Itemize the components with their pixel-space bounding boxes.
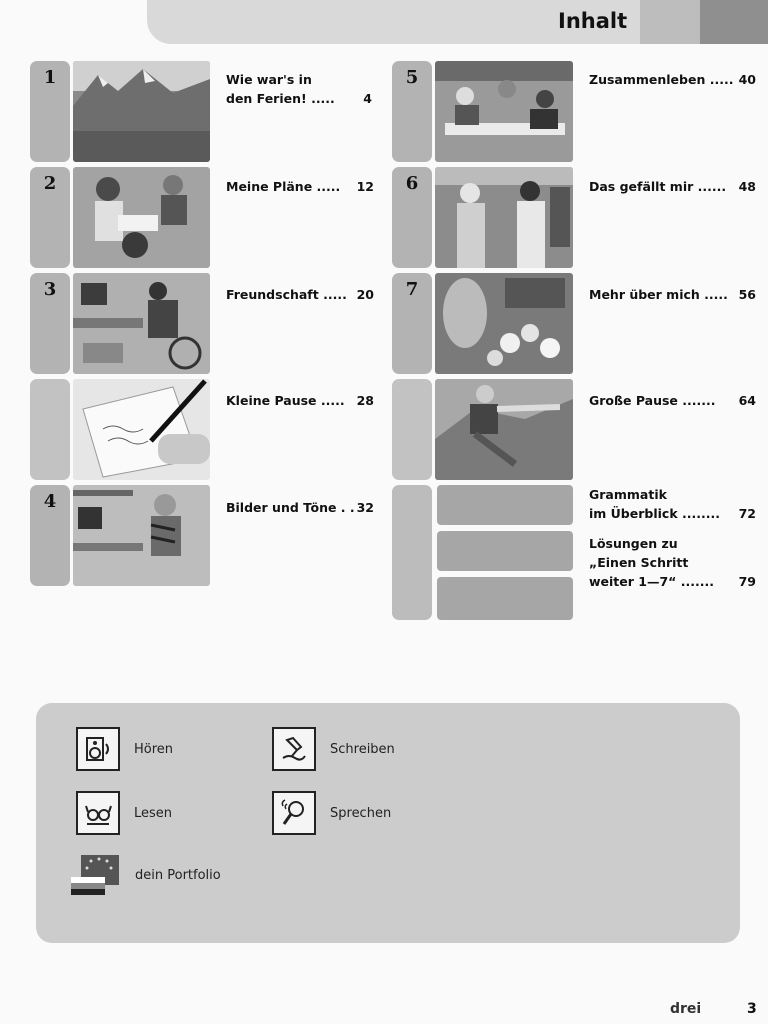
photo-climber [435,379,573,480]
pause-tab-2 [392,379,432,480]
legend-label: Sprechen [330,805,392,821]
legend-item-portfolio [71,853,221,897]
entry-title-line1: Kleine Pause ..... [226,393,345,408]
photo-family-table [435,61,573,162]
entry-page: 32 [356,500,374,515]
toc-entry-2[interactable] [226,177,374,196]
unit-number: 2 [43,173,57,194]
page-title: Inhalt [558,9,628,33]
entry-title-line1: Bilder und Töne . . [226,500,355,515]
entry-title-line1: Meine Pläne ..... [226,179,341,194]
entry-title-line1: Große Pause ....... [589,393,716,408]
photo-students-planning [73,167,210,268]
unit-tab-7 [392,273,432,374]
entry-title-line1: Wie war's in [226,72,312,87]
unit-tab-4 [30,485,70,586]
toc-entry-3[interactable] [226,285,374,304]
entry-title-line1: Grammatik [589,487,667,502]
legend-item-sprechen [272,791,391,835]
toc-entry-1[interactable] [226,70,372,108]
photo-girl-with-flowers [435,273,573,374]
appendix-block-2 [437,531,573,571]
toc-entry-4[interactable] [226,498,374,517]
unit-number: 5 [405,67,419,88]
toc-entry-grammatik[interactable] [589,485,756,523]
unit-tab-3 [30,273,70,374]
entry-title-line3: weiter 1—7“ ....... [589,574,714,589]
footer-page-word: drei [670,1001,702,1017]
unit-tab-6 [392,167,432,268]
entry-page: 28 [356,393,374,408]
entry-page: 12 [356,179,374,194]
toc-entry-6[interactable] [589,177,756,196]
entry-page: 4 [363,91,372,106]
header-accent-dark [700,0,768,44]
unit-number: 7 [405,279,419,300]
speaker-icon [76,727,120,771]
photo-friends-computer [73,273,210,374]
eu-flag-icon [71,853,121,897]
entry-title-line1: Lösungen zu [589,536,678,551]
entry-title-line1: Mehr über mich ..... [589,287,728,302]
entry-page: 72 [738,506,756,521]
legend-item-lesen [76,791,172,835]
toc-entry-pause-1[interactable] [226,391,374,410]
reading-glasses-icon [76,791,120,835]
toc-entry-5[interactable] [589,70,756,89]
unit-tab-5 [392,61,432,162]
appendix-tab [392,485,432,620]
entry-title-line1: Das gefällt mir ...... [589,179,727,194]
legend-item-hoeren [76,727,173,771]
toc-entry-loesungen[interactable] [589,534,756,591]
legend-label: Hören [134,741,174,757]
header-bar [147,0,768,44]
footer-page-number: 3 [747,1001,757,1017]
entry-page: 20 [356,287,374,302]
toc-entry-pause-2[interactable] [589,391,756,410]
appendix-block-3 [437,577,573,620]
entry-page: 48 [738,179,756,194]
unit-number: 6 [405,173,419,194]
unit-number: 1 [43,67,57,88]
entry-title-line2: den Ferien! ..... [226,91,335,106]
pause-tab-1 [30,379,70,480]
entry-title-line2: „Einen Schritt [589,555,689,570]
legend-label: Schreiben [330,741,395,757]
entry-page: 64 [738,393,756,408]
writing-hand-icon [272,727,316,771]
entry-title-line1: Freundschaft ..... [226,287,347,302]
photo-mountains [73,61,210,162]
photo-clothes-shopping [435,167,573,268]
unit-number: 3 [43,279,57,300]
toc-entry-7[interactable] [589,285,756,304]
legend-box [36,703,740,943]
unit-tab-1 [30,61,70,162]
unit-tab-2 [30,167,70,268]
photo-writing-hand [73,379,210,480]
unit-number: 4 [43,491,57,512]
entry-page: 40 [738,72,756,87]
photo-boy-at-computer [73,485,210,586]
entry-page: 79 [738,574,756,589]
appendix-block-1 [437,485,573,525]
legend-item-schreiben [272,727,395,771]
microphone-icon [272,791,316,835]
legend-label: Lesen [134,805,173,821]
legend-label: dein Portfolio [135,867,221,883]
entry-title-line1: Zusammenleben ..... [589,72,734,87]
entry-page: 56 [738,287,756,302]
entry-title-line2: im Überblick ........ [589,506,720,521]
